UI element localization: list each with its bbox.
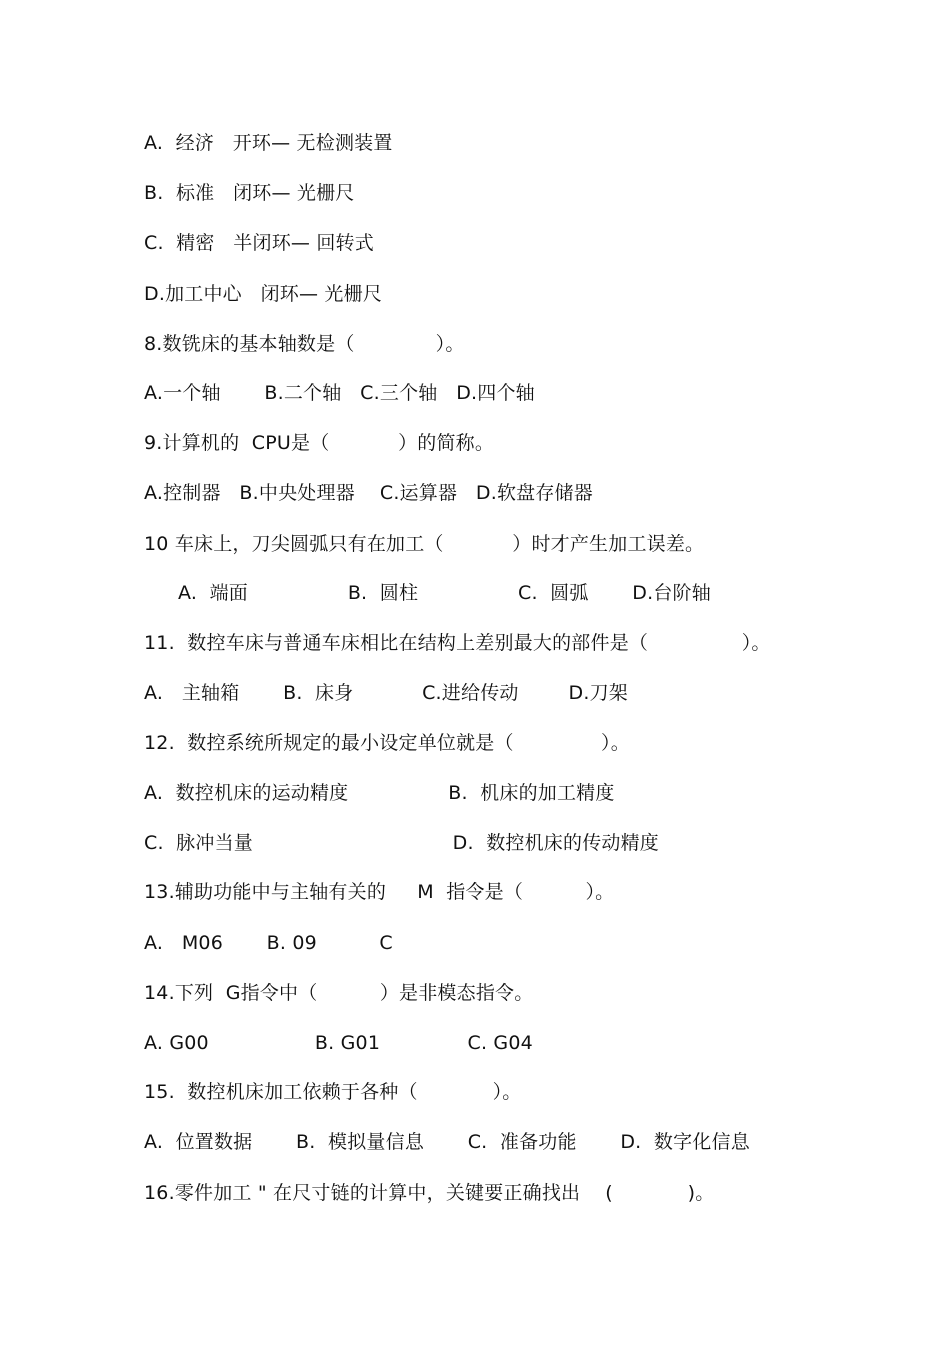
- question-12-options-ab: A. 数控机床的运动精度 B. 机床的加工精度: [144, 782, 615, 804]
- question-11-options: A. 主轴箱 B. 床身 C.进给传动 D.刀架: [144, 682, 628, 704]
- question-12-options-cd: C. 脉冲当量 D. 数控机床的传动精度: [144, 832, 660, 854]
- question-13-options: A. M06 B. 09 C: [144, 932, 393, 954]
- question-14-options: A. G00 B. G01 C. G04: [144, 1032, 533, 1054]
- question-14: 14.下列 G指令中（ ）是非模态指令。: [144, 982, 534, 1004]
- question-12: 12. 数控系统所规定的最小设定单位就是（ ）。: [144, 732, 630, 754]
- question-10-options: A. 端面 B. 圆柱 C. 圆弧 D.台阶轴: [178, 582, 711, 604]
- question-8-options: A.一个轴 B.二个轴 C.三个轴 D.四个轴: [144, 382, 535, 404]
- option-b-standard: B. 标准 闭环— 光栅尺: [144, 182, 355, 204]
- question-15-options: A. 位置数据 B. 模拟量信息 C. 准备功能 D. 数字化信息: [144, 1131, 750, 1153]
- question-16: 16.零件加工 " 在尺寸链的计算中，关键要正确找出 ( )。: [144, 1182, 715, 1204]
- question-15: 15. 数控机床加工依赖于各种（ ）。: [144, 1081, 522, 1103]
- option-c-precision: C. 精密 半闭环— 回转式: [144, 232, 374, 254]
- question-9-options: A.控制器 B.中央处理器 C.运算器 D.软盘存储器: [144, 482, 593, 504]
- question-8: 8.数铣床的基本轴数是（ ）。: [144, 333, 465, 355]
- question-10: 10 车床上，刀尖圆弧只有在加工（ ）时才产生加工误差。: [144, 533, 705, 555]
- question-13: 13.辅助功能中与主轴有关的 M 指令是（ ）。: [144, 881, 615, 903]
- option-d-machining-center: D.加工中心 闭环— 光栅尺: [144, 283, 383, 305]
- question-9: 9.计算机的 CPU是（ ）的简称。: [144, 432, 495, 454]
- option-a-economy: A. 经济 开环— 无检测装置: [144, 132, 393, 154]
- question-11: 11. 数控车床与普通车床相比在结构上差别最大的部件是（ ）。: [144, 632, 771, 654]
